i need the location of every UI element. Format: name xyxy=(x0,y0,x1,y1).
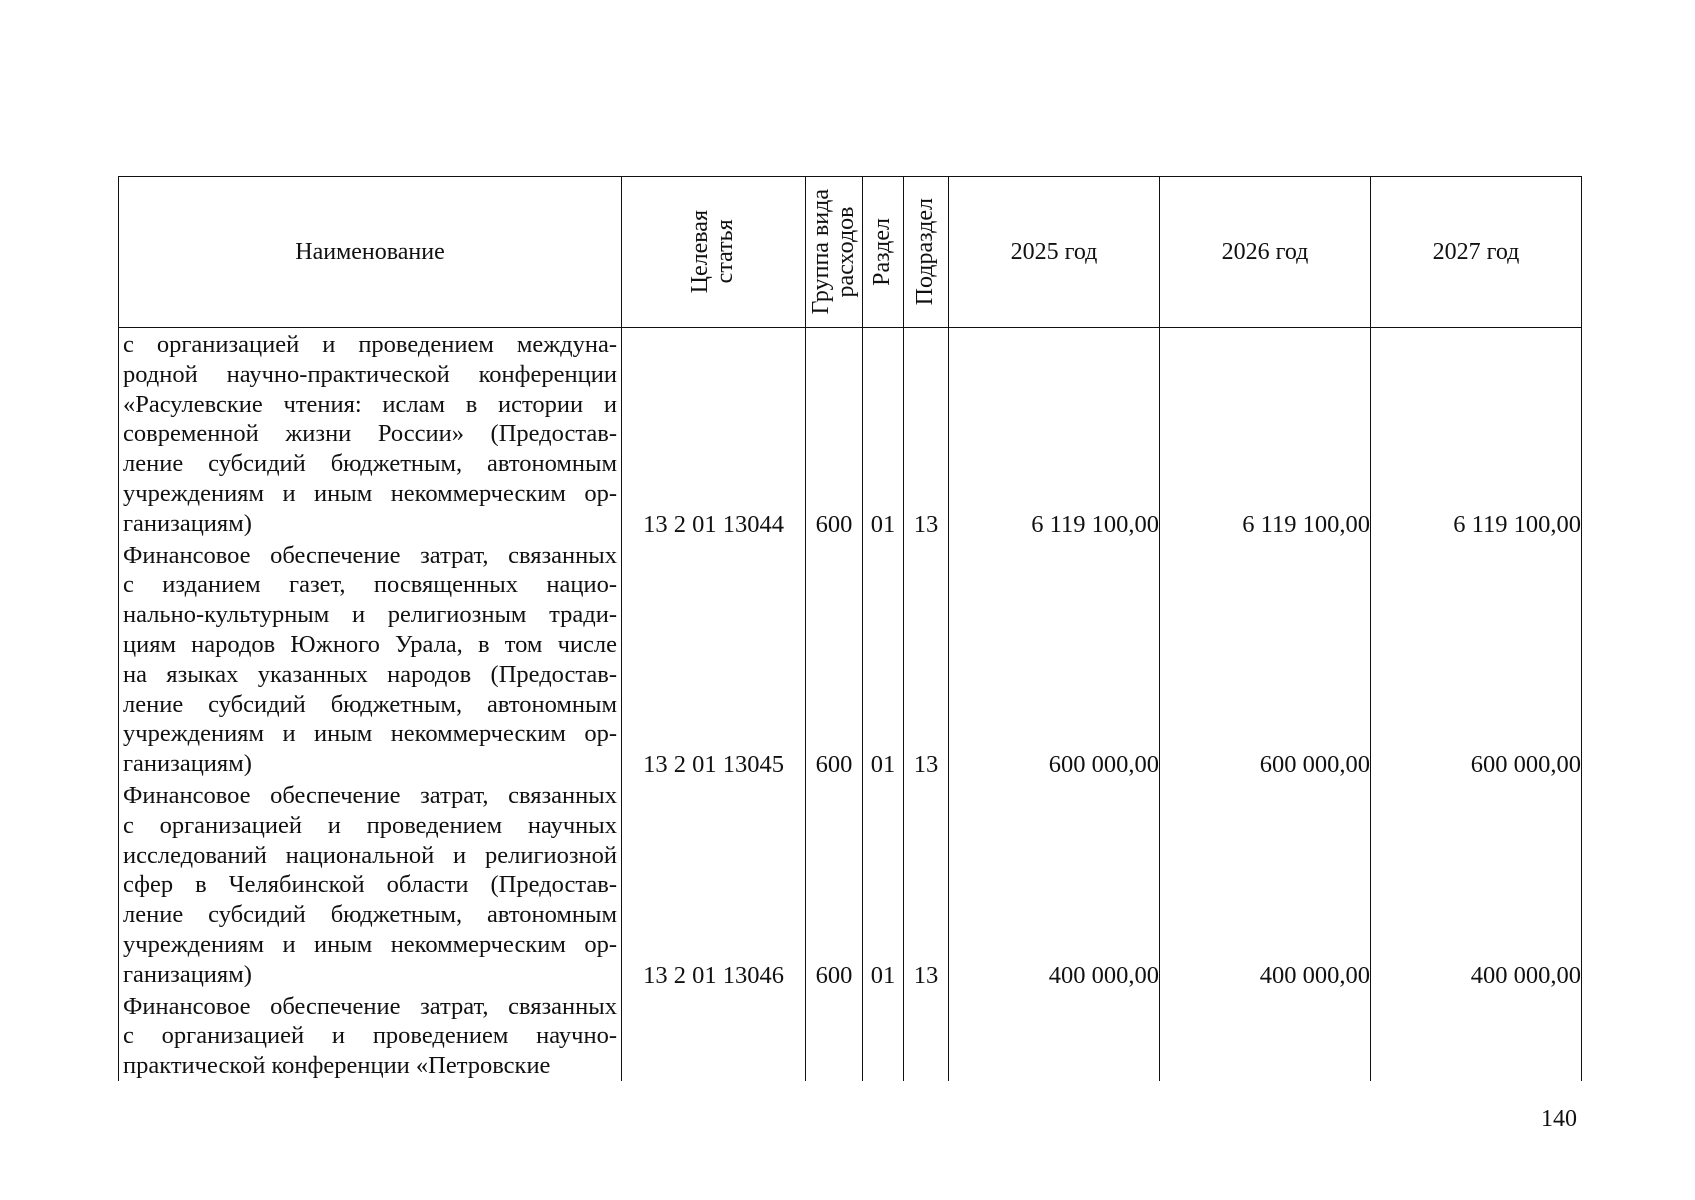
row-group: 600 xyxy=(806,328,863,539)
row-name-line: с изданием газет, посвященных нацио- xyxy=(123,571,617,599)
row-name xyxy=(119,990,622,1081)
row-name-line: ганизациям) xyxy=(123,750,252,778)
row-amount-2026: 600 000,00 xyxy=(1160,539,1371,779)
row-amount-2026 xyxy=(1160,990,1371,1081)
header-group: Группа вида расходов xyxy=(806,177,863,328)
row-name-line: исследований национальной и религиозной xyxy=(123,841,617,869)
row-name-line: циям народов Южного Урала, в том числе xyxy=(123,630,617,658)
page-number: 140 xyxy=(1541,1106,1577,1132)
row-amount-2025: 6 119 100,00 xyxy=(949,328,1160,539)
table-row xyxy=(119,990,1582,1081)
row-name-line: на языках указанных народов (Предостав- xyxy=(123,660,617,688)
budget-table xyxy=(118,176,1582,1081)
row-name-line: ление субсидий бюджетным, автономным xyxy=(123,450,617,478)
table-row xyxy=(119,779,1582,990)
row-section: 01 xyxy=(863,779,904,990)
row-name-line: практической конференции «Петровские xyxy=(123,1052,551,1080)
row-name-line: учреждениям и иным некоммерческим ор- xyxy=(123,930,617,958)
row-section xyxy=(863,990,904,1081)
row-code: 13 2 01 13046 xyxy=(622,779,806,990)
table-row xyxy=(119,328,1582,539)
table-row xyxy=(119,539,1582,779)
row-amount-2026: 6 119 100,00 xyxy=(1160,328,1371,539)
row-name-line: учреждениям и иным некоммерческим ор- xyxy=(123,720,617,748)
table-header-row xyxy=(119,177,1582,328)
row-name xyxy=(119,779,622,990)
row-amount-2027 xyxy=(1371,990,1582,1081)
row-subsection: 13 xyxy=(904,328,949,539)
row-amount-2027: 600 000,00 xyxy=(1371,539,1582,779)
row-amount-2025: 400 000,00 xyxy=(949,779,1160,990)
header-subsection: Подраздел xyxy=(904,177,949,328)
row-subsection: 13 xyxy=(904,779,949,990)
row-name-line: ление субсидий бюджетным, автономным xyxy=(123,901,617,929)
row-name xyxy=(119,539,622,779)
row-code: 13 2 01 13045 xyxy=(622,539,806,779)
row-name-line: учреждениям и иным некоммерческим ор- xyxy=(123,479,617,507)
row-name-line: «Расулевские чтения: ислам в истории и xyxy=(123,390,617,418)
row-name-line: современной жизни России» (Предостав- xyxy=(123,420,617,448)
row-amount-2027: 6 119 100,00 xyxy=(1371,328,1582,539)
header-2027: 2027 год xyxy=(1371,177,1582,328)
row-name xyxy=(119,328,622,539)
row-name-line: с организацией и проведением научных xyxy=(123,811,617,839)
row-name-line: ганизациям) xyxy=(123,509,252,537)
row-name-line: с организацией и проведением научно- xyxy=(123,1022,617,1050)
row-name-line: ганизациям) xyxy=(123,960,252,988)
header-name: Наименование xyxy=(119,177,622,328)
row-subsection xyxy=(904,990,949,1081)
header-2026: 2026 год xyxy=(1160,177,1371,328)
header-code: Целевая статья xyxy=(622,177,806,328)
row-name-line: Финансовое обеспечение затрат, связанных xyxy=(123,541,617,569)
row-code: 13 2 01 13044 xyxy=(622,328,806,539)
table-body xyxy=(119,328,1582,1081)
row-group: 600 xyxy=(806,779,863,990)
row-amount-2027: 400 000,00 xyxy=(1371,779,1582,990)
row-name-line: нально-культурным и религиозным тради- xyxy=(123,601,617,629)
row-name-line: с организацией и проведением междуна- xyxy=(123,331,617,358)
row-section: 01 xyxy=(863,539,904,779)
row-amount-2025 xyxy=(949,990,1160,1081)
row-name-line: Финансовое обеспечение затрат, связанных xyxy=(123,992,617,1020)
row-amount-2025: 600 000,00 xyxy=(949,539,1160,779)
row-name-line: Финансовое обеспечение затрат, связанных xyxy=(123,781,617,809)
row-subsection: 13 xyxy=(904,539,949,779)
row-name-line: ление субсидий бюджетным, автономным xyxy=(123,690,617,718)
row-code xyxy=(622,990,806,1081)
row-section: 01 xyxy=(863,328,904,539)
row-name-line: сфер в Челябинской области (Предостав- xyxy=(123,871,617,899)
row-amount-2026: 400 000,00 xyxy=(1160,779,1371,990)
row-group: 600 xyxy=(806,539,863,779)
row-group xyxy=(806,990,863,1081)
header-section: Раздел xyxy=(863,177,904,328)
header-2025: 2025 год xyxy=(949,177,1160,328)
row-name-line: родной научно-практической конференции xyxy=(123,360,617,388)
